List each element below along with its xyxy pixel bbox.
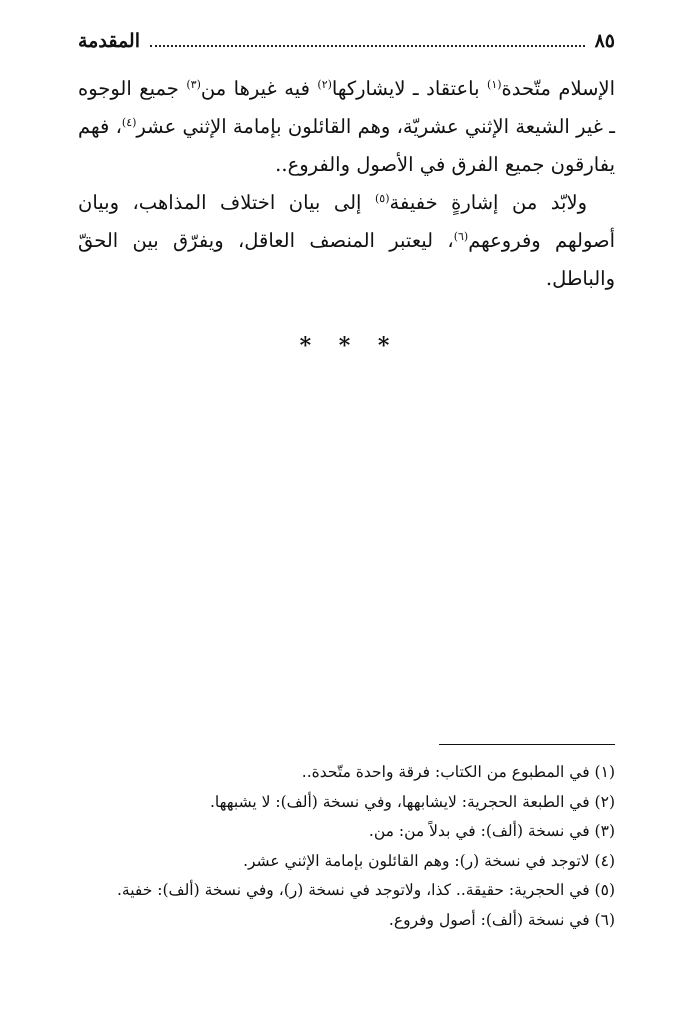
footnote-divider [439,744,615,745]
running-header [78,26,615,56]
paragraph-1 [78,70,615,184]
footnote-2: (٢) في الطبعة الحجرية: لايشابهها، وفي نسخة (ألف): لا يشبهها. [209,792,615,811]
page-number: ٨٥ [594,30,615,52]
chapter-title: المقدمة [78,30,141,52]
footnote-ref-5: (٥) [374,192,390,205]
text-run: ، ليعتبر المنصف العاقل، ويفرّق بين الحقّ والباطل. [78,229,615,290]
text-run: ولابّد من إشارةٍ خفيفة [389,191,587,214]
text-run: الإسلام متّحدة [501,77,616,100]
footnote-1: (١) في المطبوع من الكتاب: فرقة واحدة متّحدة.. [301,763,615,781]
text-run: فيه غيرها من [200,77,318,100]
footnote-5: (٥) في الحجرية: حقيقة.. كذا، ولاتوجد في نسخة (ر)، وفي نسخة (ألف): خفية. [117,881,615,899]
paragraph-2 [78,184,615,298]
footnotes-list [78,758,615,935]
main-text [78,70,615,298]
footnote-ref-2: (٢) [317,78,332,91]
footnote-ref-4: (٤) [121,116,137,129]
text-run: باعتقاد ـ لايشاركها [331,77,488,100]
footnote-ref-1: (١) [487,78,502,91]
header-dot-leader [150,35,585,47]
footnote-4: (٤) لاتوجد في نسخة (ر): وهم القائلون بإمامة الإثني عشر. [243,851,615,870]
section-separator: * * * [299,333,400,359]
footnote-ref-3: (٣) [186,78,201,91]
footnote-6: (٦) في نسخة (ألف): أصول وفروع. [388,910,615,929]
text-run: جميع الوجوه ـ غير الشيعة الإثني عشريّة، وهم القائلون بإمامة الإثني عشر [78,77,615,138]
text-run: ، فهم يفارقون جميع الفرق في الأصول والفروع.. [78,115,615,176]
footnote-ref-6: (٦) [453,230,469,243]
footnote-3: (٣) في نسخة (ألف): في بدلاً من: من. [368,822,615,840]
text-run: إلى بيان اختلاف المذاهب، وبيان أصولهم وفروعهم [78,191,616,252]
